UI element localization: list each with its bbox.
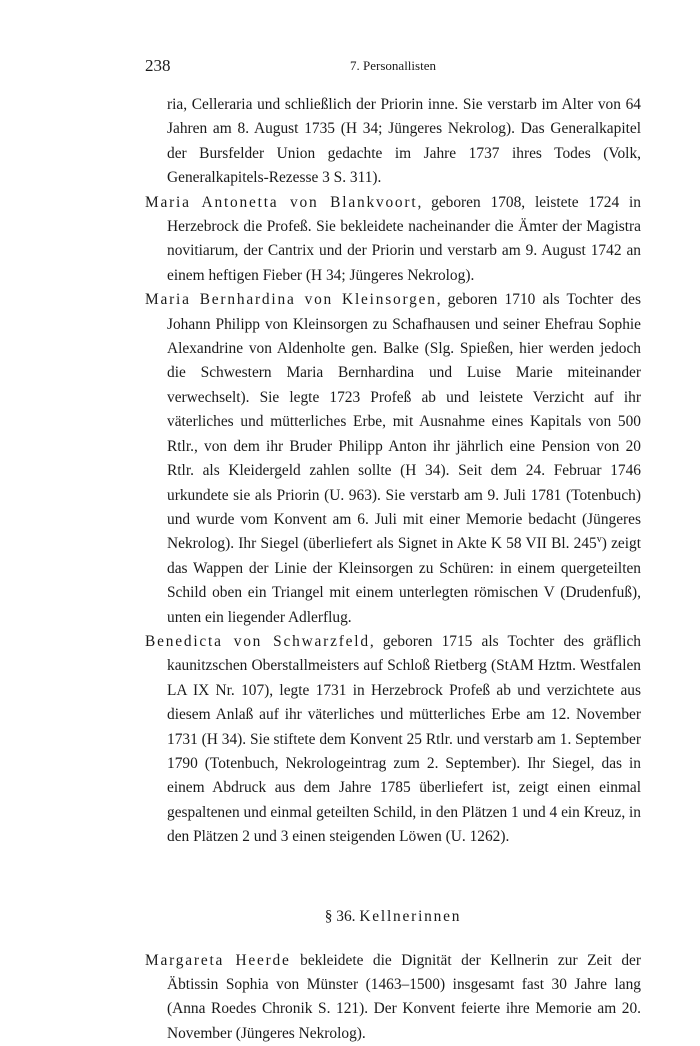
running-title: 7. Personallisten — [350, 58, 436, 73]
page-header — [145, 56, 641, 80]
entry-name: Maria Antonetta von Blankvoort — [145, 193, 418, 211]
section-heading — [145, 905, 641, 929]
section-number: § 36. — [324, 907, 356, 925]
section-title: Kellnerinnen — [359, 907, 462, 925]
entry-maria-bernhardina — [145, 288, 641, 630]
entry-text: , geboren 1710 als Tochter des Johann Philipp von Kleinsorgen zu Schafhausen und seiner Ehefrau Sophie Alexandrine von Aldenholte gen. Balke (Slg. Spießen, hier werden jedoch die Schwestern Maria Bernhardina und Luise Marie miteinander verwechselt). Sie legte 1723 Profeß ab und leistete Verzicht auf ihr väterliches und mütterliches Erbe, mit Ausnahme eines Kapitals von 500 Rtlr., von dem ihr Bruder Philipp Anton ihr jährlich eine Pension von 20 Rtlr. als Kleidergeld zahlen sollte (H 34). Seit dem 24. Februar 1746 urkundete sie als Priorin (U. 963). Sie verstarb am 9. Juli 1781 (Totenbuch) und wurde vom Konvent am 6. Juli mit einer Memorie bedacht (Jüngeres Nekrolog). Ihr Siegel (überliefert als Signet in Akte K 58 VII Bl. 245 — [167, 291, 641, 553]
entry-text: ria, Celleraria und schließlich der Priorin inne. Sie verstarb im Alter von 64 Jahren am 8. August 1735 (H 34; Jüngeres Nekrolog). Das Generalkapitel der Bursfelder Union gedachte im Jahre 1737 ihres Todes (Volk, Generalkapitels-Rezesse 3 S. 311). — [167, 96, 641, 187]
main-text — [145, 93, 641, 1046]
entry-name: Margareta Heerde — [145, 951, 291, 969]
entry-name: Benedicta von Schwarzfeld — [145, 632, 370, 650]
entry-text-continued: ) zeigt das Wappen der Linie der Kleinsorgen zu Schüren: in einem quergeteilten Schild oben ein Triangel mit einem unterlegten römischen V (Drudenfuß), unten ein liegender Adlerflug. — [167, 535, 641, 626]
entry-continuation — [145, 93, 641, 191]
entry-margareta-heerde — [145, 949, 641, 1046]
entry-text: , geboren 1715 als Tochter des gräflich kaunitzschen Oberstallmeisters auf Schloß Rietberg (StAM Hztm. Westfalen LA IX Nr. 107), legte 1731 in Herzebrock Profeß ab und verzichtete aus diesem Anlaß auf ihr väterliches und mütterliches Erbe am 12. November 1731 (H 34). Sie stiftete dem Konvent 25 Rtlr. und verstarb am 1. September 1790 (Totenbuch, Nekrologeintrag zum 2. September). Ihr Siegel, das in einem Abdruck aus dem Jahre 1785 überliefert ist, zeigt einen einmal gespaltenen und einmal geteilten Schild, in den Plätzen 1 und 4 ein Kreuz, in den Plätzen 2 und 3 einen steigenden Löwen (U. 1262). — [167, 632, 641, 846]
entry-text: , geboren 1708, leistete 1724 in Herzebrock die Profeß. Sie bekleidete nacheinander die Ämter der Magistra novitiarum, der Cantrix und der Priorin und verstarb am 9. August 1742 an einem heftigen Fieber (H 34; Jüngeres Nekrolog). — [167, 193, 642, 284]
entry-name: Maria Bernhardina von Kleinsorgen — [145, 291, 437, 309]
entry-text: bekleidete die Dignität der Kellnerin zur Zeit der Äbtissin Sophia von Münster (1463–1500) insgesamt fast 30 Jahre lang (Anna Roedes Chronik S. 121). Der Konvent feierte ihre Memorie am 20. November (Jüngeres Nekrolog). — [167, 951, 642, 1042]
entry-maria-antonetta — [145, 191, 641, 289]
superscript: v — [596, 534, 602, 546]
entry-benedicta — [145, 630, 641, 850]
page-number: 238 — [145, 56, 171, 75]
